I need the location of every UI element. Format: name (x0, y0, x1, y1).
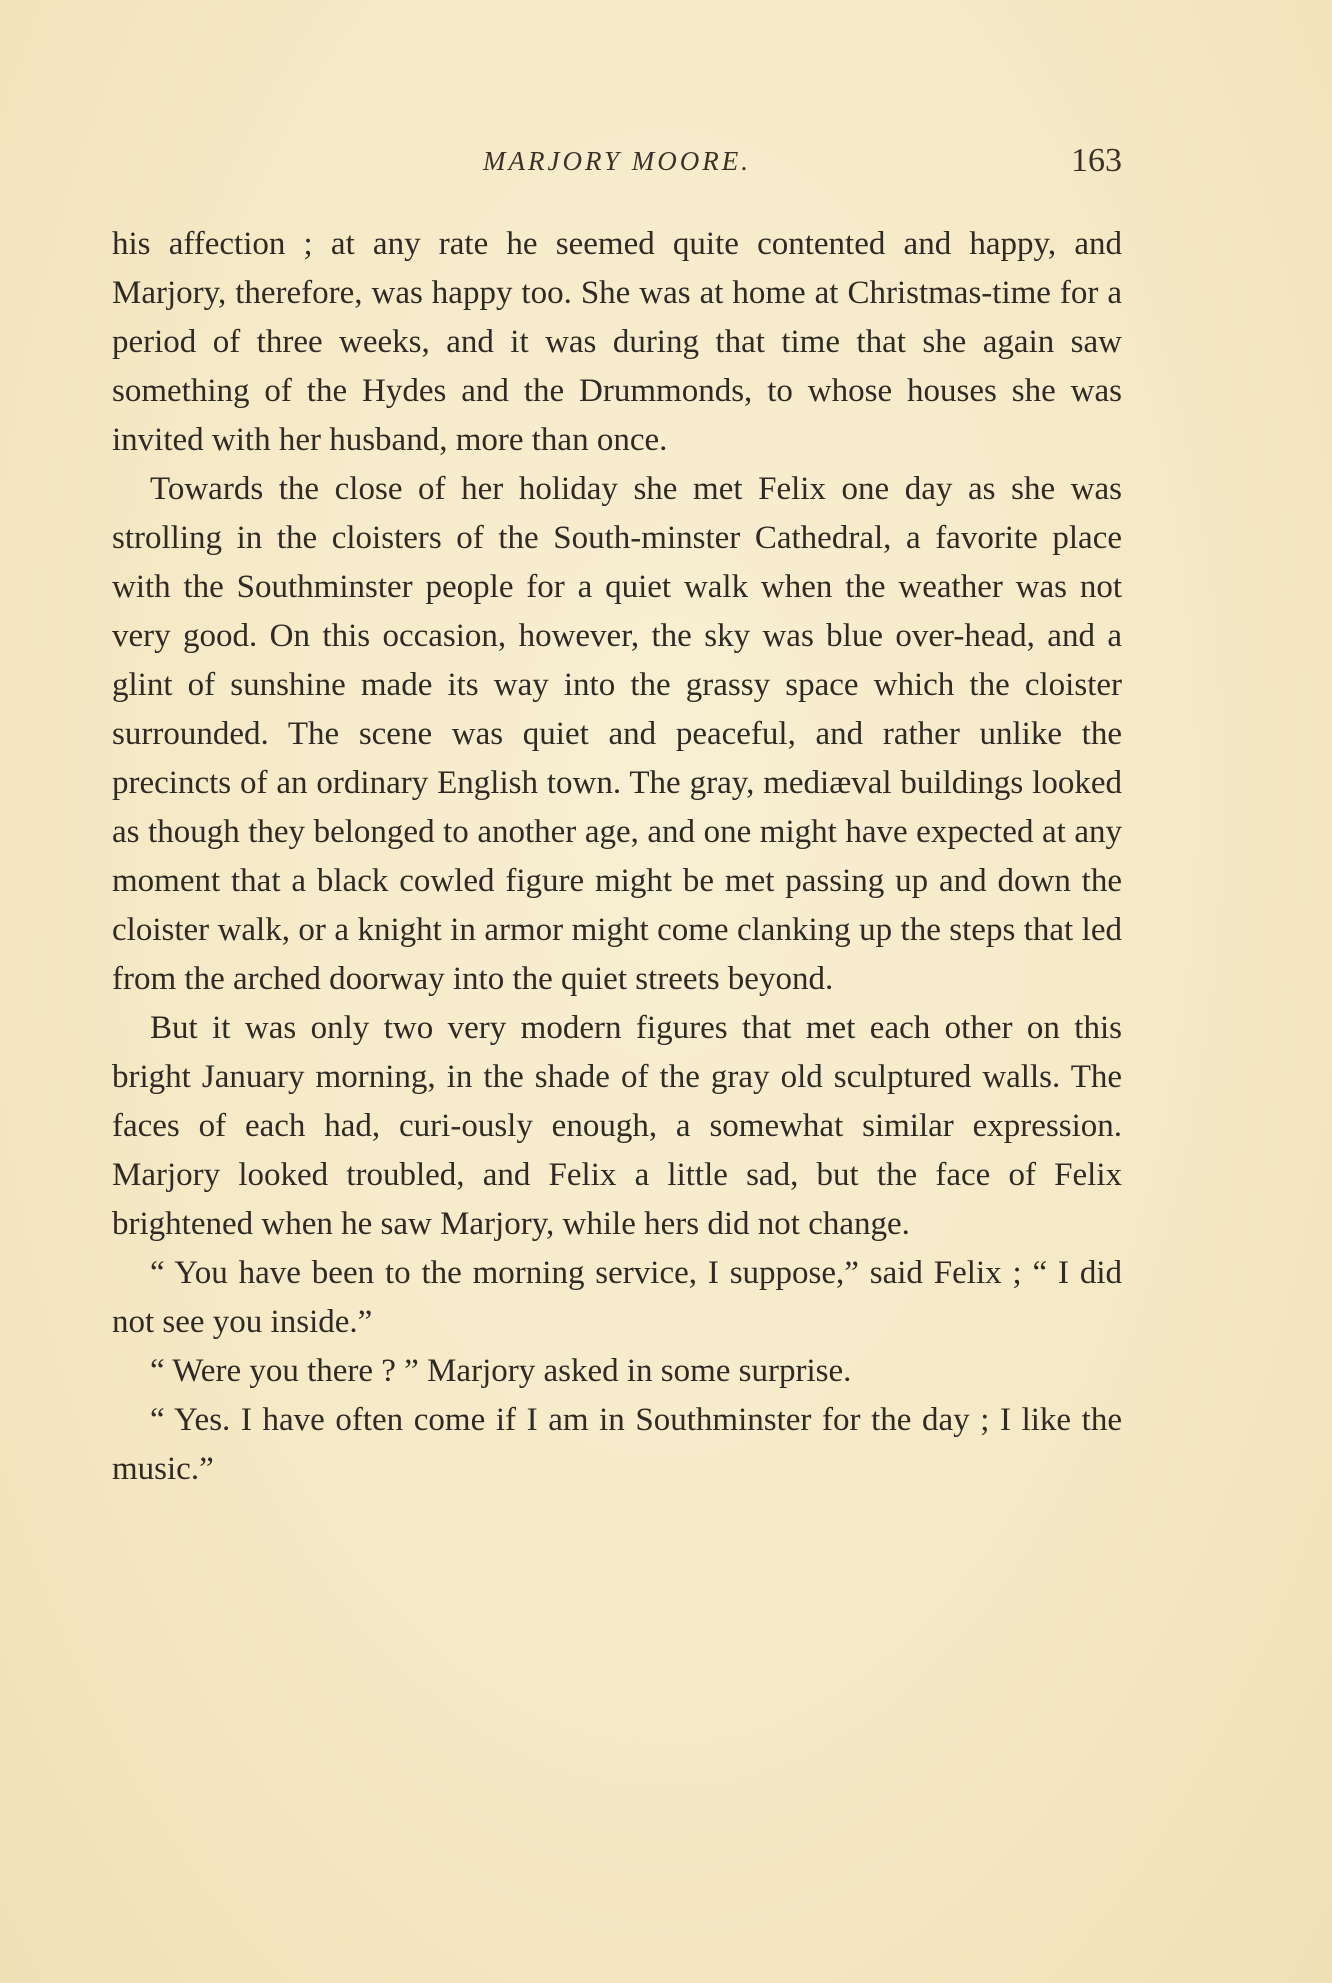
page-number: 163 (1071, 142, 1122, 179)
paragraph: Towards the close of her holiday she met Felix one day as she was strolling in the cloisters of the South-minster Cathedral, a favorite place with the Southminster people for a quiet walk when the weather was not very good. On this occasion, however, the sky was blue over-head, and a glint of sunshine made its way into the grassy space which the cloister surrounded. The scene was quiet and peaceful, and rather unlike the precincts of an ordinary English town. The gray, mediæval buildings looked as though they belonged to another age, and one might have expected at any moment that a black cowled figure might be met passing up and down the cloister walk, or a knight in armor might come clanking up the steps that led from the arched doorway into the quiet streets beyond. (112, 471, 1122, 997)
running-head: MARJORY MOORE. (483, 146, 751, 176)
paragraph-continued: his affection ; at any rate he seemed quite contented and happy, and Marjory, therefore, was happy too. She was at home at Christmas-time for a period of three weeks, and it was during that time that she again saw something of the Hydes and the Drummonds, to whose houses she was invited with her husband, more than once. (112, 226, 1122, 458)
dialogue-paragraph: “ You have been to the morning service, I suppose,” said Felix ; “ I did not see you inside.” (112, 1255, 1122, 1340)
body-text (112, 220, 1122, 1494)
dialogue-paragraph: “ Were you there ? ” Marjory asked in some surprise. (150, 1353, 852, 1389)
paragraph: But it was only two very modern figures that met each other on this bright January morning, in the shade of the gray old sculptured walls. The faces of each had, curi-ously enough, a somewhat similar expression. Marjory looked troubled, and Felix a little sad, but the face of Felix brightened when he saw Marjory, while hers did not change. (112, 1010, 1122, 1242)
dialogue-paragraph: “ Yes. I have often come if I am in Southminster for the day ; I like the music.” (112, 1402, 1122, 1487)
page-header (112, 138, 1122, 188)
